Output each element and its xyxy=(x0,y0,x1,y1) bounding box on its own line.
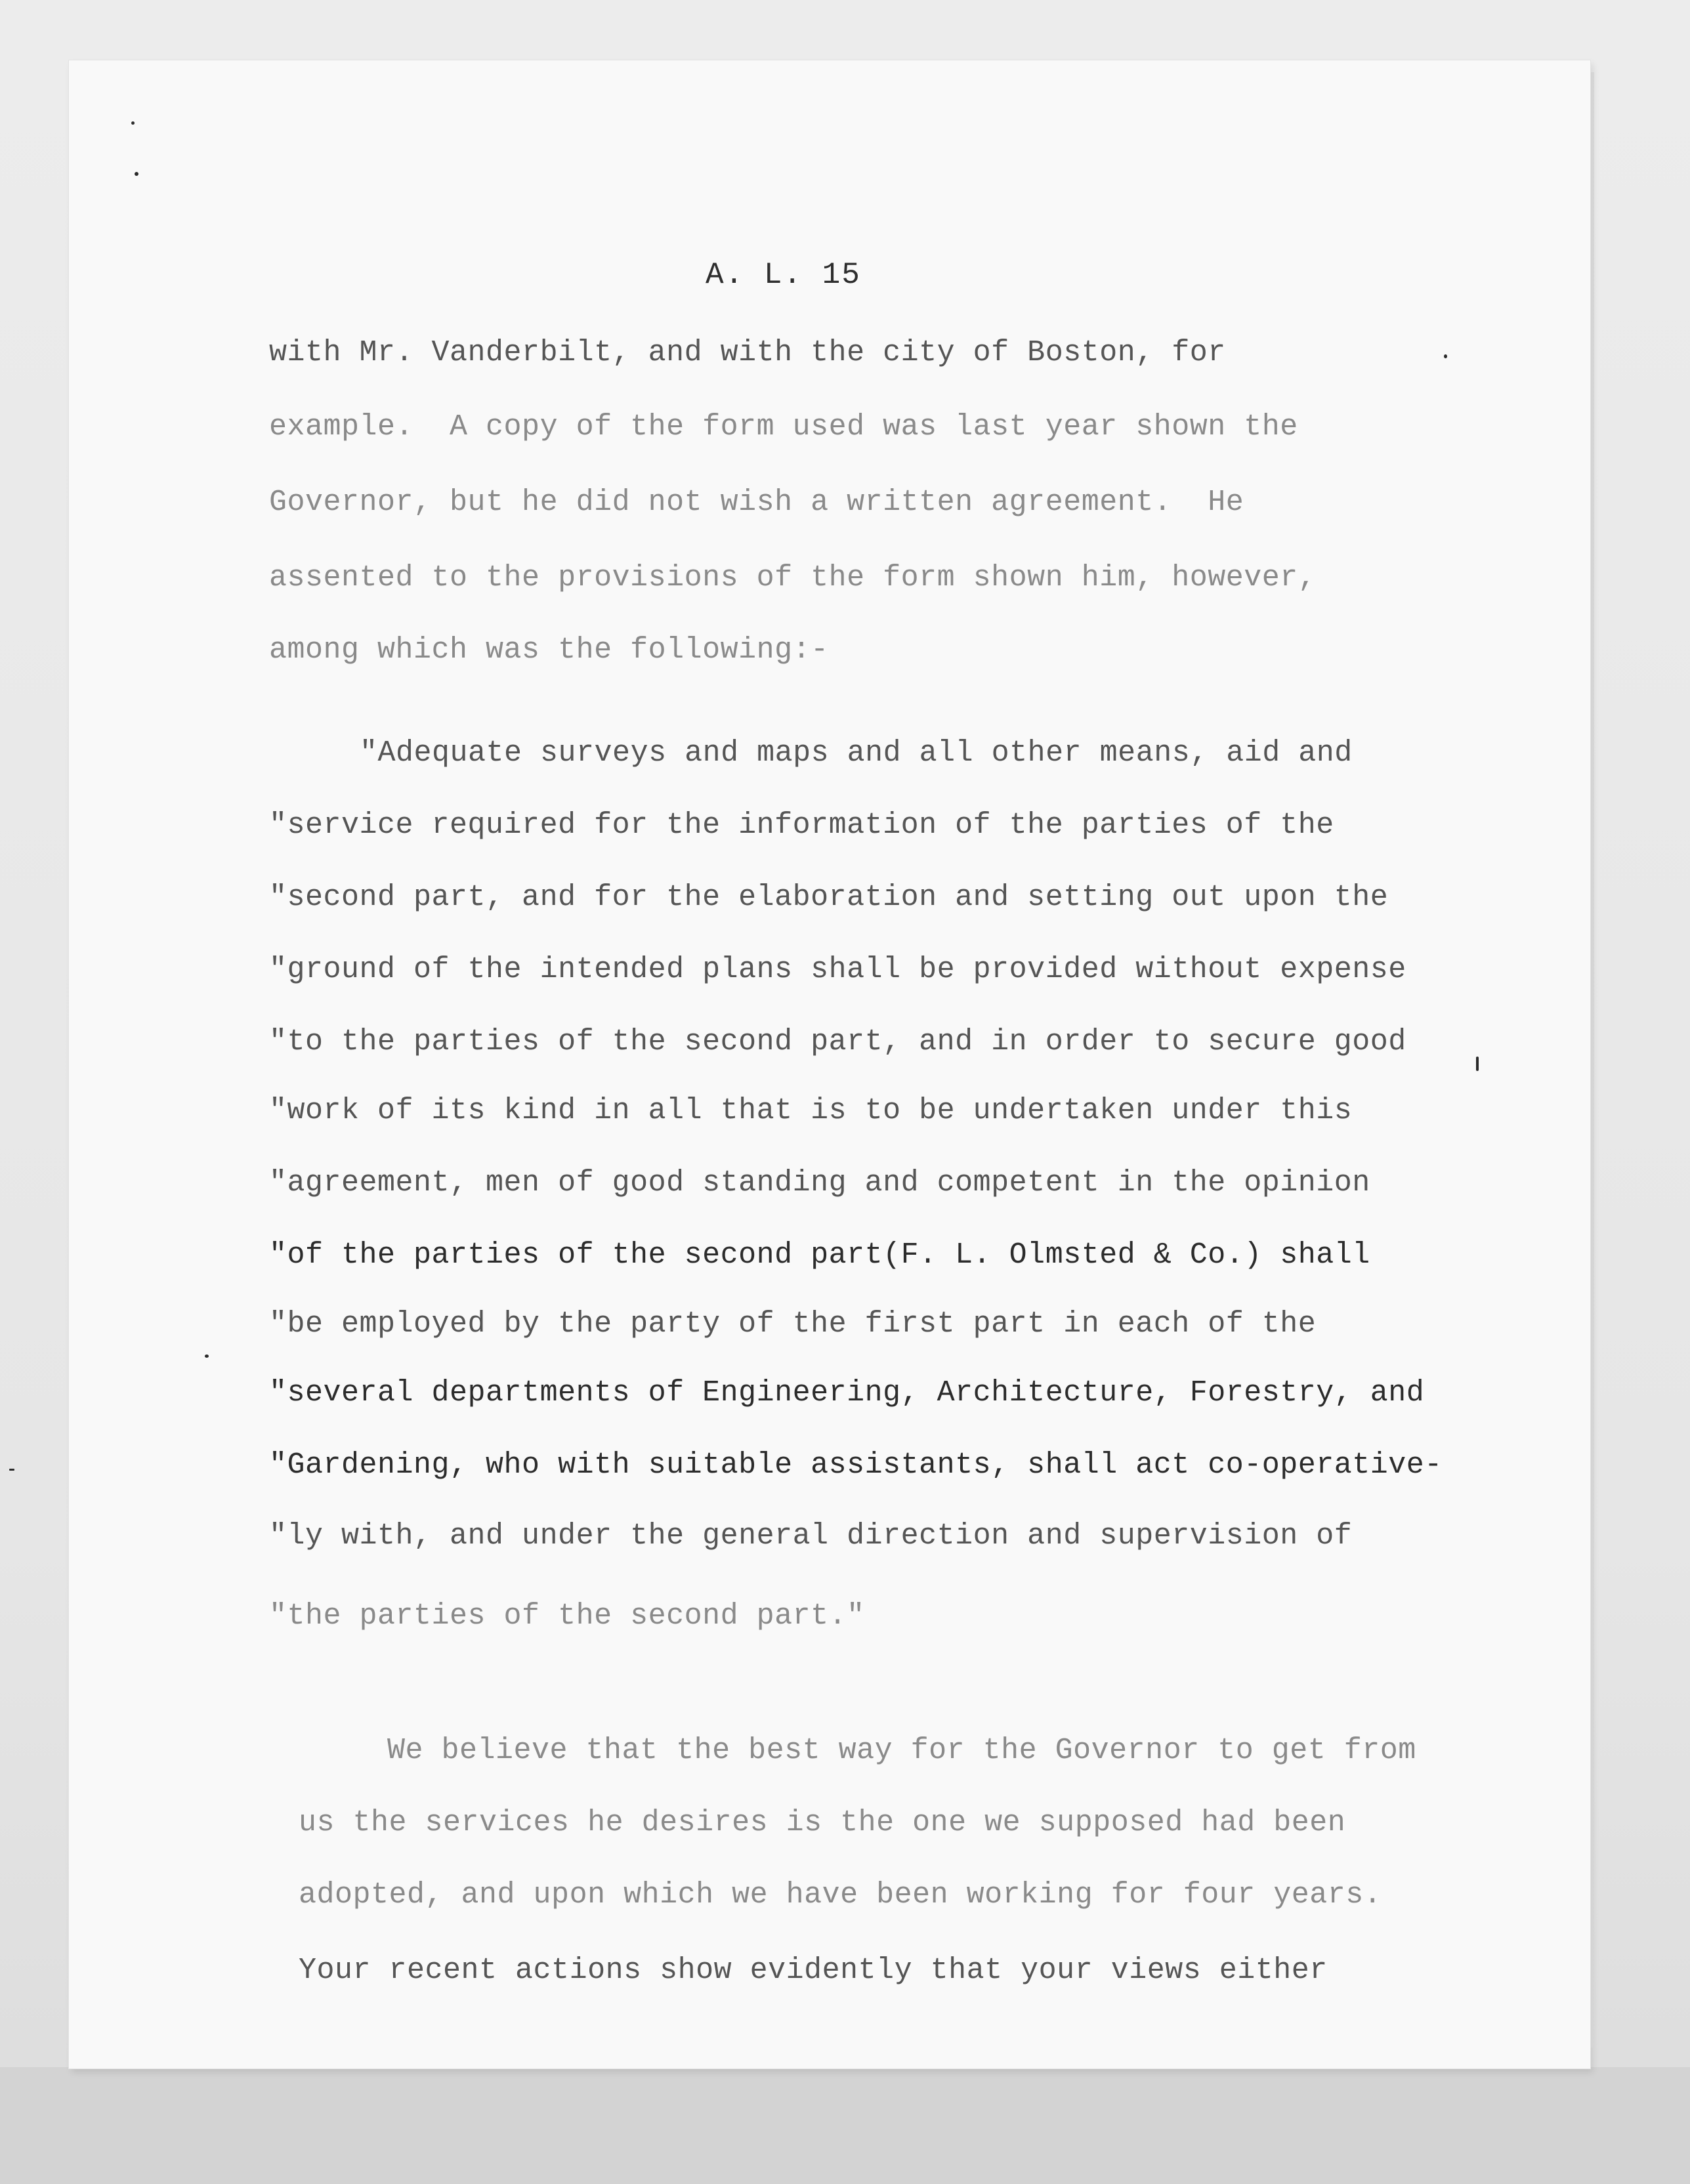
quoted-line: "agreement, men of good standing and competent in the opinion xyxy=(269,1166,1370,1200)
text-line: with Mr. Vanderbilt, and with the city of Boston, for xyxy=(269,336,1226,369)
scan-speck xyxy=(1476,1057,1479,1071)
quoted-line: "the parties of the second part." xyxy=(269,1599,865,1633)
quoted-line: "Adequate surveys and maps and all other means, aid and xyxy=(360,736,1353,770)
text-line: We believe that the best way for the Governor to get from xyxy=(387,1734,1416,1767)
scan-speck xyxy=(205,1354,209,1358)
quoted-line: "Gardening, who with suitable assistants, shall act co-operative- xyxy=(269,1448,1443,1482)
quoted-line: "to the parties of the second part, and in order to secure good xyxy=(269,1025,1406,1059)
page-number: A. L. 15 xyxy=(706,258,861,292)
quoted-line: "of the parties of the second part(F. L. Olmsted & Co.) shall xyxy=(269,1238,1370,1272)
text-line: example. A copy of the form used was last year shown the xyxy=(269,410,1298,444)
text-line: us the services he desires is the one we supposed had been xyxy=(299,1806,1346,1839)
quoted-line: "be employed by the party of the first part in each of the xyxy=(269,1307,1317,1341)
scan-speck xyxy=(131,121,135,125)
text-line: Your recent actions show evidently that your views either xyxy=(299,1954,1328,1987)
quoted-line: "ground of the intended plans shall be provided without expense xyxy=(269,953,1406,986)
quoted-line: "several departments of Engineering, Architecture, Forestry, and xyxy=(269,1376,1425,1410)
quoted-line: "service required for the information of the parties of the xyxy=(269,808,1334,842)
scan-speck xyxy=(135,172,138,176)
text-line: assented to the provisions of the form shown him, however, xyxy=(269,561,1317,595)
text-line: Governor, but he did not wish a written agreement. He xyxy=(269,486,1244,519)
scan-speck xyxy=(9,1469,14,1471)
quoted-line: "ly with, and under the general direction and supervision of xyxy=(269,1519,1353,1553)
quoted-line: "second part, and for the elaboration and setting out upon the xyxy=(269,881,1389,914)
quoted-line: "work of its kind in all that is to be undertaken under this xyxy=(269,1094,1353,1127)
scanner-bed-edge xyxy=(0,2067,1690,2184)
text-line: among which was the following:- xyxy=(269,633,829,667)
text-line: adopted, and upon which we have been working for four years. xyxy=(299,1878,1382,1912)
scan-speck xyxy=(1444,354,1447,358)
